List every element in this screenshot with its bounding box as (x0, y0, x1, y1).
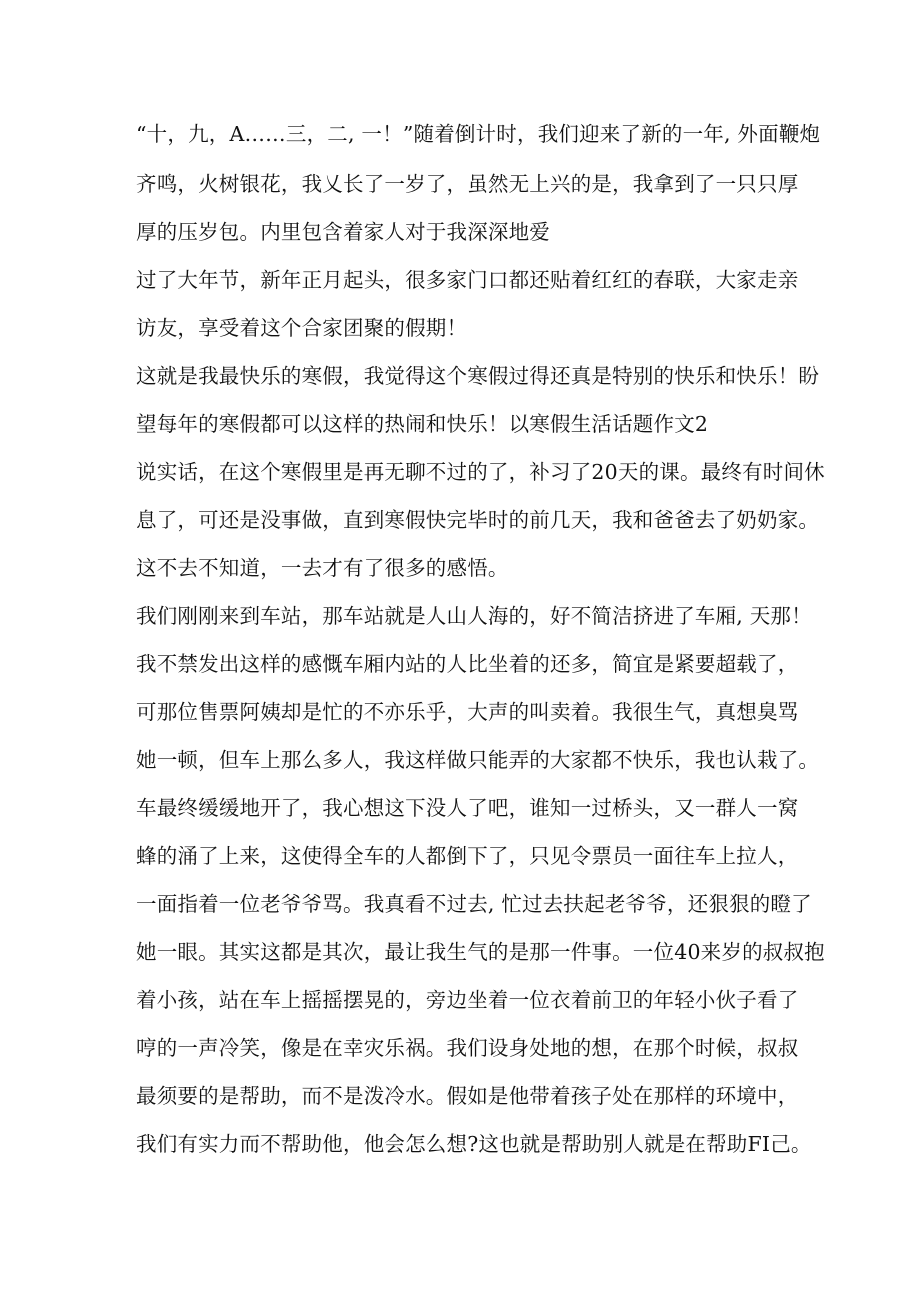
text-line: 访友，享受着这个合家团聚的假期！ (136, 316, 468, 340)
text-line: 着小孩，站在车上摇摇摆晃的，旁边坐着一位衣着前卫的年轻小伙子看了 (136, 988, 799, 1012)
text-line: 这就是我最快乐的寒假，我觉得这个寒假过得还真是特别的快乐和快乐！盼 (136, 364, 820, 388)
text-line: “十，九，A……三，二, 一！”随着倒计时，我们迎来了新的一年, 外面鞭炮 (136, 122, 821, 146)
text-line: 哼的一声冷笑，像是在幸灾乐祸。我们设身处地的想，在那个时候，叔叔 (136, 1036, 799, 1060)
text-line: 她一顿，但车上那么多人，我这样做只能弄的大家都不快乐，我也认栽了。 (136, 748, 820, 772)
text-line: 我们刚刚来到车站，那车站就是人山人海的，好不简洁挤进了车厢, 天那！ (136, 604, 812, 628)
text-line: 我不禁发出这样的感慨车厢内站的人比坐着的还多，简宜是紧要超载了， (136, 652, 799, 676)
text-line: 最须要的是帮助，而不是泼冷水。假如是他带着孩子处在那样的环境中， (136, 1084, 799, 1108)
text-line: 我们有实力而不帮助他，他会怎么想?这也就是帮助别人就是在帮助FI己。 (136, 1132, 812, 1156)
text-line: 可那位售票阿姨却是忙的不亦乐乎，大声的叫卖着。我很生气，真想臭骂 (136, 700, 799, 724)
text-line: 这不去不知道，一去才有了很多的感悟。 (136, 556, 509, 580)
text-line: 望每年的寒假都可以这样的热闹和快乐！以寒假生活话题作文2 (136, 412, 709, 436)
text-line: 车最终缓缓地开了，我心想这下没人了吧，谁知一过桥头，又一群人一窝 (136, 796, 799, 820)
text-line: 一面指着一位老爷爷骂。我真看不过去, 忙过去扶起老爷爷，还狠狠的瞪了 (136, 892, 812, 916)
text-line: 她一眼。其实这都是其次，最让我生气的是那一件事。一位40来岁的叔叔抱 (136, 940, 825, 964)
text-line: 过了大年节，新年正月起头，很多家门口都还贴着红红的春联，大家走亲 (136, 268, 799, 292)
text-line: 蜂的涌了上来，这使得全车的人都倒下了，只见令票员一面往车上拉人， (136, 844, 799, 868)
text-line: 厚的压岁包。内里包含着家人对于我深深地爱 (136, 220, 550, 244)
text-line: 息了，可还是没事做，直到寒假快完毕时的前几天，我和爸爸去了奶奶家。 (136, 508, 820, 532)
text-line: 齐鸣，火树银花，我乂长了一岁了，虽然无上兴的是，我拿到了一只只厚 (136, 172, 799, 196)
text-line: 说实话，在这个寒假里是再无聊不过的了，补习了20天的课。最终有时间休 (136, 460, 825, 484)
